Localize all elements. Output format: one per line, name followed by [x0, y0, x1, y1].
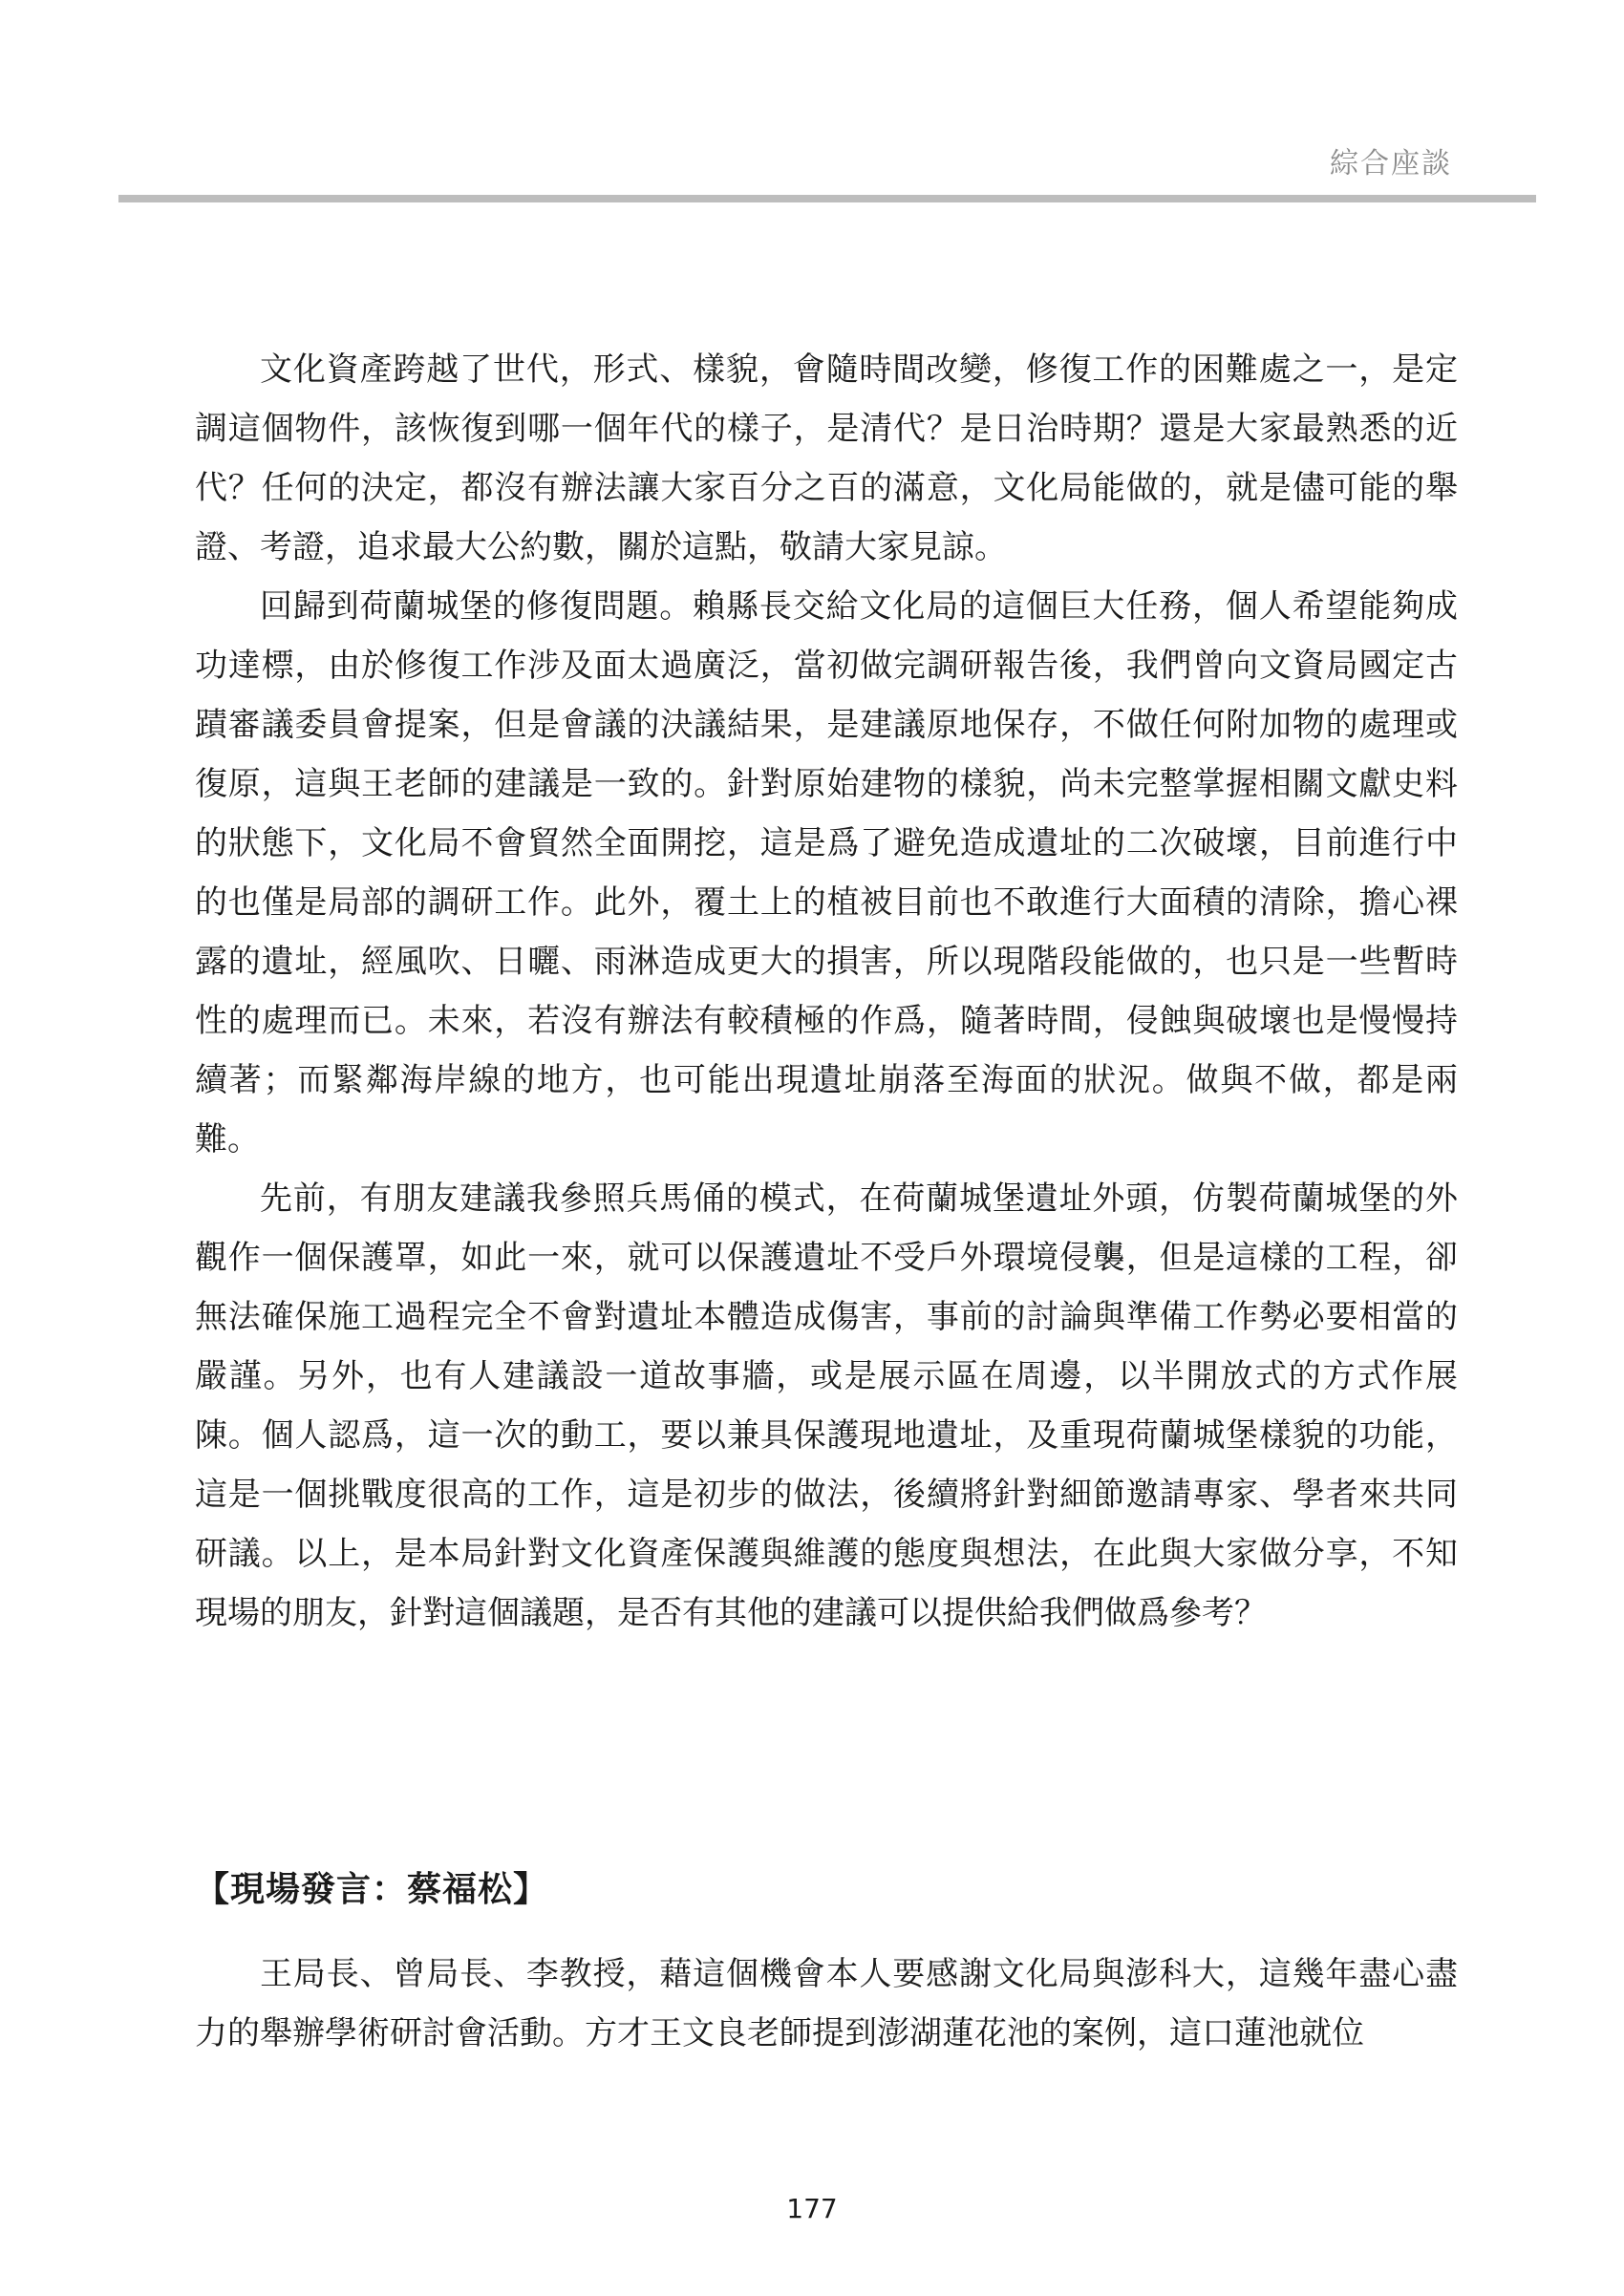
- section-heading: 【現場發言：蔡福松】: [195, 1870, 549, 1909]
- paragraph: 先前，有朋友建議我參照兵馬俑的模式，在荷蘭城堡遺址外頭，仿製荷蘭城堡的外觀作一個保護罩，如此一來，就可以保護遺址不受戶外環境侵襲，但是這樣的工程，卻無法確保施工過程完全不會對遺址本體造成傷害，事前的討論與準備工作勢必要相當的嚴謹。另外，也有人建議設一道故事牆，或是展示區在周邊，以半開放式的方式作展陳。個人認爲，這一次的動工，要以兼具保護現地遺址，及重現荷蘭城堡樣貌的功能，這是一個挑戰度很高的工作，這是初步的做法，後續將針對細節邀請專家、學者來共同研議。以上，是本局針對文化資產保護與維護的態度與想法，在此與大家做分享，不知現場的朋友，針對這個議題，是否有其他的建議可以提供給我們做爲參考？: [195, 1180, 1458, 1632]
- paragraph: 回歸到荷蘭城堡的修復問題。賴縣長交給文化局的這個巨大任務，個人希望能夠成功達標，由於修復工作涉及面太過廣泛，當初做完調研報告後，我們曾向文資局國定古蹟審議委員會提案，但是會議的決議結果，是建議原地保存，不做任何附加物的處理或復原，這與王老師的建議是一致的。針對原始建物的樣貌，尚未完整掌握相關文獻史料的狀態下，文化局不會貿然全面開挖，這是爲了避免造成遺址的二次破壞，目前進行中的也僅是局部的調研工作。此外，覆土上的植被目前也不敢進行大面積的清除，擔心裸露的遺址，經風吹、日曬、雨淋造成更大的損害，所以現階段能做的，也只是一些暫時性的處理而已。未來，若沒有辦法有較積極的作爲，隨著時間，侵蝕與破壞也是慢慢持續著；而緊鄰海岸線的地方，也可能出現遺址崩落至海面的狀況。做與不做，都是兩難。: [195, 587, 1458, 1159]
- paragraph: 王局長、曾局長、李教授，藉這個機會本人要感謝文化局與澎科大，這幾年盡心盡力的舉辦學術研討會活動。方才王文良老師提到澎湖蓮花池的案例，這口蓮池就位: [195, 1955, 1458, 2052]
- header-rule: [118, 195, 1536, 202]
- paragraph: 文化資產跨越了世代，形式、樣貌，會隨時間改變，修復工作的困難處之一，是定調這個物件，該恢復到哪一個年代的樣子，是清代？是日治時期？還是大家最熟悉的近代？任何的決定，都沒有辦法讓大家百分之百的滿意，文化局能做的，就是儘可能的舉證、考證，追求最大公約數，關於這點，敬請大家見諒。: [195, 351, 1458, 566]
- main-body: [195, 340, 1458, 1643]
- section-body: [195, 1945, 1458, 2063]
- page-number: 177: [786, 2193, 838, 2224]
- running-header-title: 綜合座談: [1330, 147, 1452, 181]
